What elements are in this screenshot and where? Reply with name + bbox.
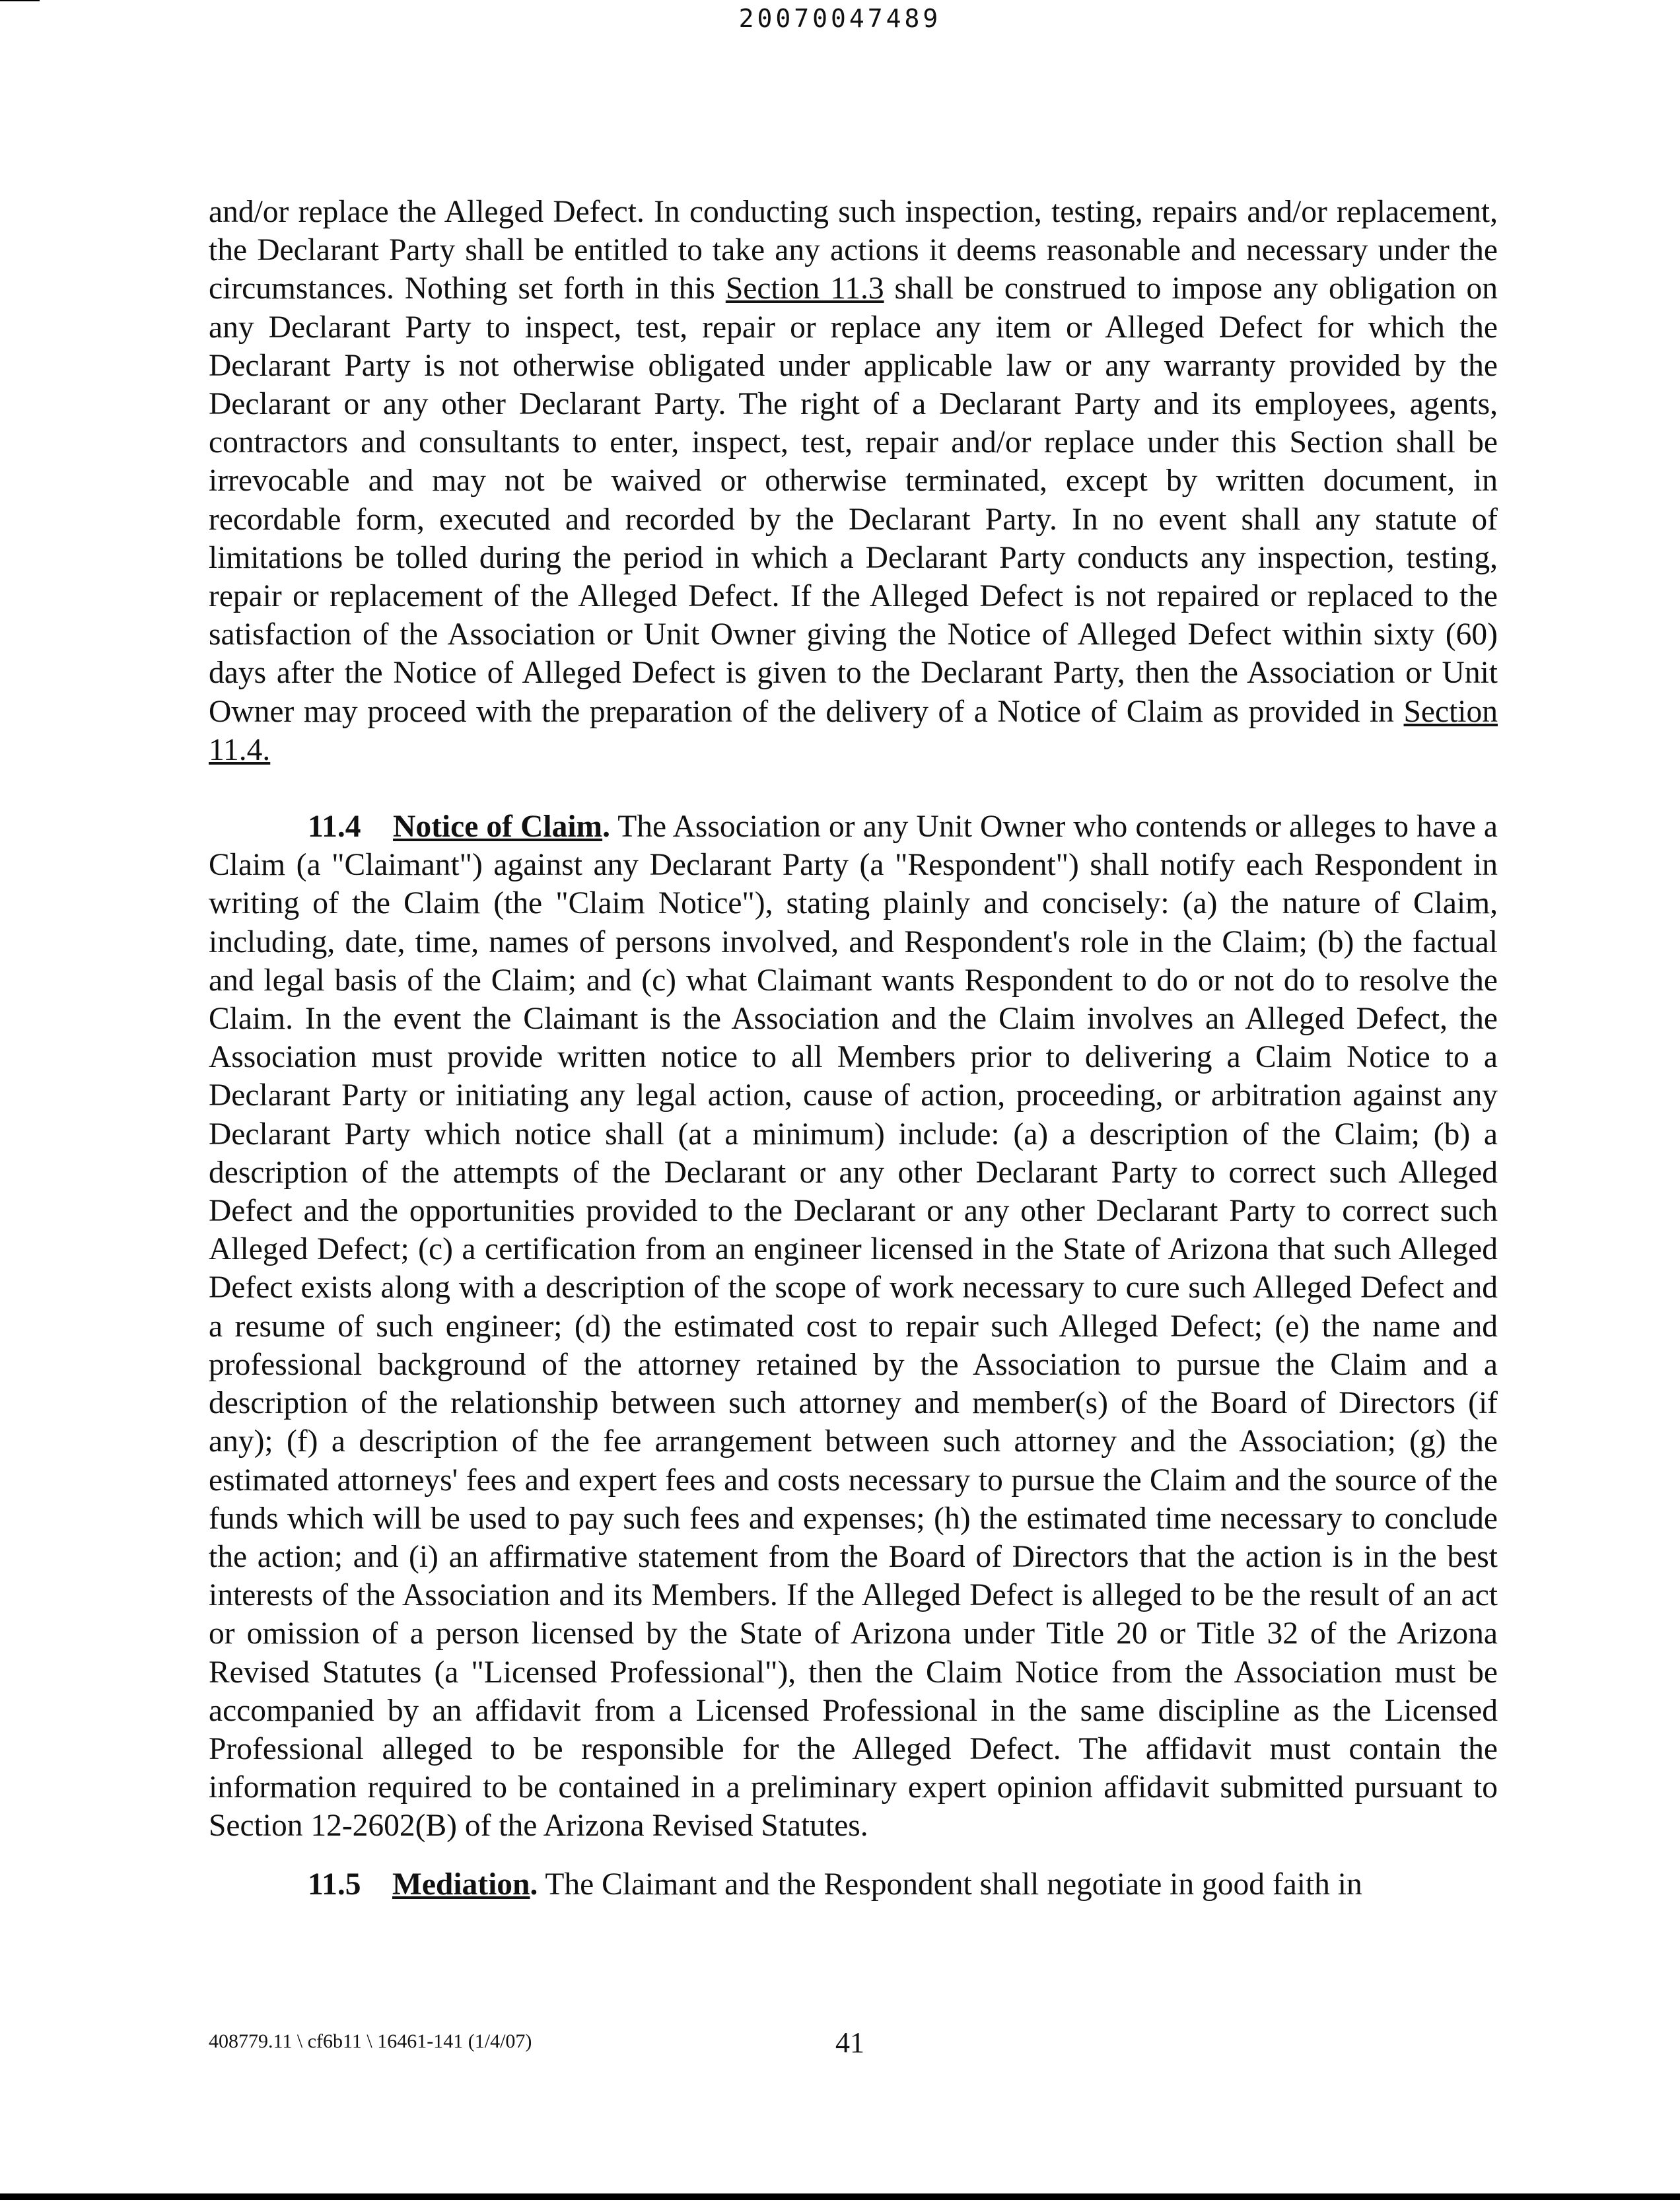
document-number: 20070047489 [738, 4, 942, 33]
footer-file-reference: 408779.11 \ cf6b11 \ 16461-141 (1/4/07) [209, 2030, 532, 2052]
section-reference: Section 11.3 [725, 271, 884, 306]
section-title-punct: . [530, 1867, 538, 1902]
paragraph-text: and/or replace the Alleged Defect. In conducting such inspection, testing, repairs and/or replacement, the Declarant Party shall be entitled to take any actions it deems reasonable and necessary under the circumstances. Nothing set forth in this [209, 195, 1498, 306]
section-body: The Claimant and the Respondent shall negotiate in good faith in [538, 1867, 1362, 1902]
section-11-4 [209, 808, 1498, 1845]
section-reference: Section 11.4. [209, 694, 1498, 767]
paragraph-text: shall be construed to impose any obligation on any Declarant Party to inspect, test, repair or replace any item or Alleged Defect for which the Declarant Party is not otherwise obligated under applicable law or any warranty provided by the Declarant or any other Declarant Party. The right of a Declarant Party and its employees, agents, contractors and consultants to enter, inspect, test, repair and/or replace under this Section shall be irrevocable and may not be waived or otherwise terminated, except by written document, in recordable form, executed and recorded by the Declarant Party. In no event shall any statute of limitations be tolled during the period in which a Declarant Party conducts any inspection, testing, repair or replacement of the Alleged Defect. If the Alleged Defect is not repaired or replaced to the satisfaction of the Association or Unit Owner giving the Notice of Alleged Defect within sixty (60) days after the Notice of Alleged Defect is given to the Declarant Party, then the Association or Unit Owner may proceed with the preparation of the delivery of a Notice of Claim as provided in [209, 271, 1498, 729]
section-title: Notice of Claim [393, 810, 603, 845]
section-title: Mediation [392, 1867, 530, 1902]
section-title-punct: . [602, 810, 610, 845]
section-body: The Association or any Unit Owner who contends or alleges to have a Claim (a "Claimant") against any Declarant Party (a "Respondent") shall notify each Respondent in writing of the Claim (the "Claim Notice"), stating plainly and concisely: (a) the nature of Claim, including, date, time, names of persons involved, and Respondent's role in the Claim; (b) the factual and legal basis of the Claim; and (c) what Claimant wants Respondent to do or not do to resolve the Claim. In the event the Claimant is the Association and the Claim involves an Alleged Defect, the Association must provide written notice to all Members prior to delivering a Claim Notice to a Declarant Party or initiating any legal action, cause of action, proceeding, or arbitration against any Declarant Party which notice shall (at a minimum) include: (a) a description of the Claim; (b) a description of the attempts of the Declarant or any other Declarant Party to correct such Alleged Defect and the opportunities provided to the Declarant or any other Declarant Party to correct such Alleged Defect; (c) a certification from an engineer licensed in the State of Arizona that such Alleged Defect exists along with a description of the scope of work necessary to cure such Alleged Defect and a resume of such engineer; (d) the estimated cost to repair such Alleged Defect; (e) the name and professional background of the attorney retained by the Association to pursue the Claim and a description of the relationship between such attorney and member(s) of the Board of Directors (if any); (f) a description of the fee arrangement between such attorney and the Association; (g) the estimated attorneys' fees and expert fees and costs necessary to pursue the Claim and the source of the funds which will be used to pay such fees and expenses; (h) the estimated time necessary to conclude the action; and (i) an affirmative statement from the Board of Directors that the action is in the best interests of the Association and its Members. If the Alleged Defect is alleged to be the result of an act or omission of a person licensed by the State of Arizona under Title 20 or Title 32 of the Arizona Revised Statutes (a "Licensed Professional"), then the Claim Notice from the Association must be accompanied by an affidavit from a Licensed Professional in the same discipline as the Licensed Professional alleged to be responsible for the Alleged Defect. The affidavit must contain the information required to be contained in a preliminary expert opinion affidavit submitted pursuant to Section 12-2602(B) of the Arizona Revised Statutes. [209, 810, 1498, 1844]
bottom-edge-rule [0, 2193, 1680, 2200]
section-number: 11.4 [308, 810, 361, 845]
continued-paragraph [209, 193, 1498, 769]
top-edge-rule [0, 0, 40, 1]
section-number: 11.5 [308, 1867, 361, 1902]
page-number: 41 [835, 2026, 864, 2059]
page-body [209, 193, 1498, 1904]
section-11-5 [209, 1865, 1498, 1904]
